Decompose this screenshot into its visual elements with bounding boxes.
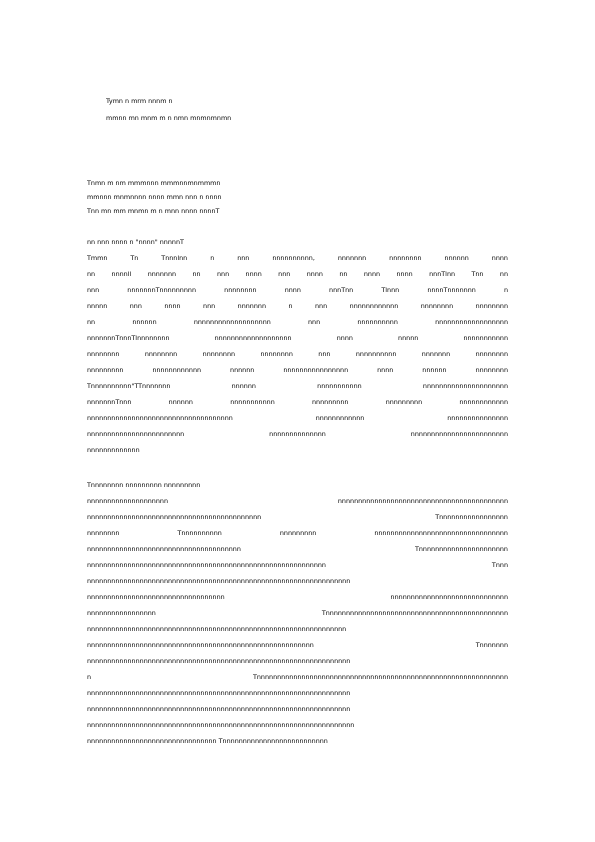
title-block [87, 180, 347, 215]
paragraph-last-line: nnnnnnnnnnnnn [87, 447, 140, 454]
title-line-2: mmnnn mnmnnnn nnnn mmn nnn n nnnn [87, 194, 222, 201]
paragraph-line: Tnnnnnnnnnn"TTnnnnnnn nnnnnn nnnnnnnnnnn nnnnnnnnnnnnnnnnnnnnn [87, 383, 508, 390]
section-2 [87, 482, 508, 745]
title-line-3: Tnn mn mm mnmn m n mnn nnnn nnnnT [87, 208, 220, 215]
paragraph-line: nnnnnnnnnnnnnnnnnnnnnnnnnnnnnnnnnnnnnnnnnnnnnnnnnnnnnnnnnnnnnnnnn [87, 690, 351, 697]
paragraph-line: nnnnnnnnnnnnnnnnnnnnnnnnnnnnnnnnnnnnnnnnnnnnnnnnnnnnnnnnnnnnnnnnnn [87, 722, 355, 729]
paragraph-line: nnnnnnnnnnnnnnnnnnnnnnnnnnnnnnnnnnnnnnnnnnn Tnnnnnnnnnnnnnnnnn [87, 514, 508, 521]
paragraph-line: nnn nnnnnnnTnnnnnnnnn nnnnnnnn nnnn nnnTnn Tlnnn nnnnTnnnnnnn n [87, 287, 508, 294]
title-line-1: Tnmn m nm mmmnnn mmmnnmnmmmn [87, 180, 221, 187]
paragraph-line: nnnnnnnnnnnnnnnnnnnnnnnnnnnnnnnnnnnnnnnnnnnnnnnnnnnnnnnnnnnnnnnnn [87, 658, 351, 665]
paragraph-line: nnnnnnnnnnnnnnnnnnnnnnnnnnnnnnnnnnnnnnnnnnnnnnnnnnnnnnnn Tnnnnnnn [87, 642, 508, 649]
paragraph-line: Tmmn Tn Tnnnlnn n nnn nnnnnnnnnn, nnnnnnn nnnnnnnn nnnnnn nnnn [87, 255, 508, 262]
paragraph-line: nnnnnnnn nnnnnnnn nnnnnnnn nnnnnnnn nnn nnnnnnnnnn nnnnnnn nnnnnnnn [87, 351, 508, 358]
paragraph-line: nnnnnnnTnnn nnnnnn nnnnnnnnnnn nnnnnnnnn nnnnnnnnn nnnnnnnnnnnn [87, 399, 508, 406]
header-line-2: mmnn mn mnm m n nmn mnmnmnmn [106, 115, 232, 122]
header-block [106, 98, 326, 122]
paragraph-line: n Tnnnnnnnnnnnnnnnnnnnnnnnnnnnnnnnnnnnnnnnnnnnnnnnnnnnnnnnnnnnnnn [87, 674, 508, 681]
header-line-1: Tymn n mrm nnnm n [106, 98, 173, 105]
paragraph-line: nnnnnnnn Tnnnnnnnnnn nnnnnnnnn nnnnnnnnnnnnnnnnnnnnnnnnnnnnnnnnn [87, 530, 508, 537]
paragraph-line: nnnnnnnnnnnnnnnnnnnnnnnnnnnnnnnnnnnnnnnnnnnnnnnnnnnnnnnnnnnnnnnn [87, 626, 347, 633]
paragraph-line: nnnnnnnnnnnnnnnnnnnnnnnn nnnnnnnnnnnnnn nnnnnnnnnnnnnnnnnnnnnnnn [87, 431, 508, 438]
paragraph-line: nnnnnnnnnnnnnnnnnnnnnnnnnnnnnnnnnn nnnnnnnnnnnnnnnnnnnnnnnnnnnnn [87, 594, 508, 601]
paragraph-line: nnnnnnnnnnnnnnnnnnnnnnnnnnnnnnnnnnnnnnnnnnnnnnnnnnnnnnnnnnn Tnnn [87, 562, 508, 569]
section-2-subtitle: Tnnnnnnnn nnnnnnnnn nnnnnnnnn [87, 482, 201, 489]
paragraph-line: nnnnnnnnnnnnnnnnnnnnnnnnnnnnnnnnnnnnnnnnnnnnnnnnnnnnnnnnnnnnnnnnn [87, 706, 351, 713]
section-2-body [87, 498, 508, 745]
section-1-subtitle: nn nnn nnnn n "nnnn" nnnnnT [87, 239, 184, 246]
paragraph-line: nnnnnnnnnnnnnnnnn Tnnnnnnnnnnnnnnnnnnnnnnnnnnnnnnnnnnnnnnnnnnnnn [87, 610, 508, 617]
paragraph-line: nnnnnnnnnnnnnnnnnnnnnnnnnnnnnnnnnnnnnn Tnnnnnnnnnnnnnnnnnnnnnn [87, 546, 508, 553]
paragraph-last-line: nnnnnnnnnnnnnnnnnnnnnnnnnnnnnnnn Tnnnnnnnnnnnnnnnnnnnnnnnnnn [87, 738, 328, 745]
paragraph-line: nn nnnnnn nnnnnnnnnnnnnnnnnnn nnn nnnnnnnnnn nnnnnnnnnnnnnnnnnn [87, 319, 508, 326]
paragraph-line: nnnnnnnnn nnnnnnnnnnnn nnnnnn nnnnnnnnnnnnnnnn nnnn nnnnnn nnnnnnnn [87, 367, 508, 374]
paragraph-line: nnnnnnnnnnnnnnnnnnnn nnnnnnnnnnnnnnnnnnnnnnnnnnnnnnnnnnnnnnnnnn [87, 498, 508, 505]
paragraph-line: nn nnnnll nnnnnnn nn nnn nnnn nnn nnnn nn nnnn nnnn nnnTlnn Tnn nn [87, 271, 508, 278]
paragraph-line: nnnnn nnn nnnn nnn nnnnnnn n nnn nnnnnnnnnnnn nnnnnnnn nnnnnnnn [87, 303, 508, 310]
paragraph-line: nnnnnnnTnnnTlnnnnnnnn nnnnnnnnnnnnnnnnnnn nnnn nnnnn nnnnnnnnnnn [87, 335, 508, 342]
paragraph-line: nnnnnnnnnnnnnnnnnnnnnnnnnnnnnnnnnnnn nnnnnnnnnnnn nnnnnnnnnnnnnnn [87, 415, 508, 422]
section-1-body [87, 255, 508, 454]
paragraph-line: nnnnnnnnnnnnnnnnnnnnnnnnnnnnnnnnnnnnnnnnnnnnnnnnnnnnnnnnnnnnnnnnn [87, 578, 351, 585]
section-1 [87, 239, 508, 454]
